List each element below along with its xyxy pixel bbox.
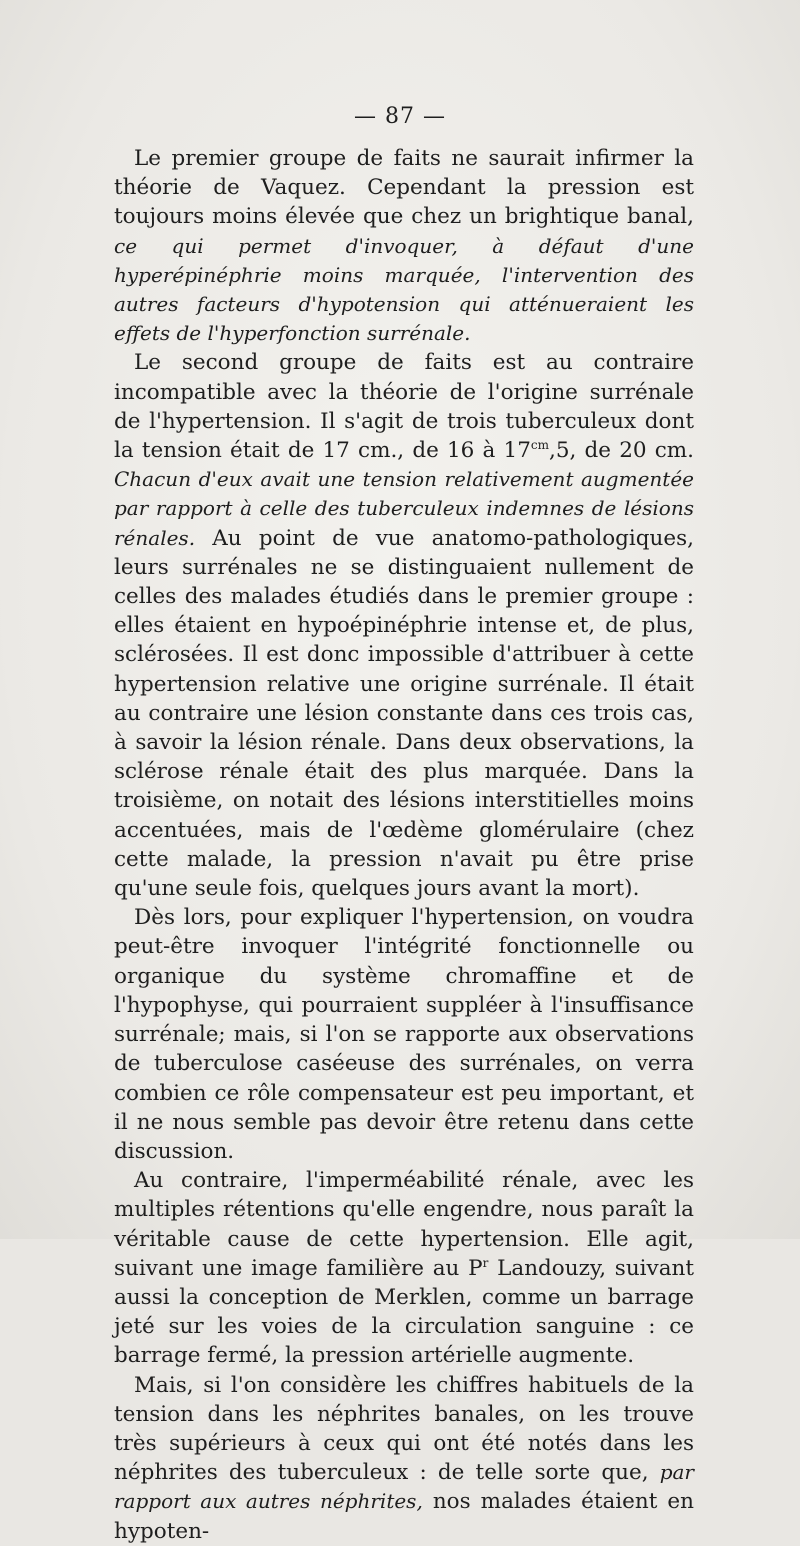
paragraph (114, 903, 694, 1166)
paragraph (114, 1166, 694, 1370)
body-text (114, 144, 694, 1546)
text-run: Le second groupe de faits est au contraire incompatible avec la théorie de l'origine surrénale de l'hypertension. Il s'agit de trois tuberculeux dont la tension était de 17 cm., de 16 à 17 (114, 350, 694, 464)
text-run: nos malades étaient en hypoten- (114, 1489, 694, 1544)
italic-text: Chacun d'eux avait une tension relativement augmentée par rapport à celle des tuberculeux indemnes de lésions rénales. (114, 467, 694, 550)
superscript: r (482, 1255, 489, 1270)
text-run: Au contraire, l'imperméabilité rénale, avec les multiples rétentions qu'elle engendre, nous paraît la véritable cause de cette hypertension. Elle agit, suivant une image familière au P (114, 1168, 694, 1281)
text-run: ,5, de 20 cm. (549, 438, 694, 464)
italic-text: ce qui permet d'invoquer, à défaut d'une hyperépinéphrie moins marquée, l'intervention des autres facteurs d'hypotension qui atténueraient les effets de l'hyperfonction surrénale. (114, 233, 694, 346)
superscript: cm (530, 437, 549, 452)
text-run: Landouzy, suivant aussi la conception de Merklen, comme un barrage jeté sur les voies de la circulation sanguine : ce barrage fermé, la pression artérielle augmente. (114, 1255, 694, 1369)
paragraph (114, 1371, 694, 1546)
text-run: Dès lors, pour expliquer l'hypertension, on voudra peut-être invoquer l'intégrité fonctionnelle ou organique du système chromaffine et de l'hypophyse, qui pourraient suppléer à l'insuffisance surrénale; mais, si l'on se rapporte aux observations de tuberculose caséeuse des surrénales, on verra combien ce rôle compensateur est peu important, et il ne nous semble pas devoir être retenu dans cette discussion. (114, 905, 694, 1164)
paragraph (114, 144, 694, 348)
italic-text: par rapport aux autres néphrites, (114, 1460, 694, 1514)
text-run: Le premier groupe de faits ne saurait infirmer la théorie de Vaquez. Cependant la pression est toujours moins élevée que chez un brightique banal, (114, 146, 694, 230)
text-run: Au point de vue anatomo-pathologiques, leurs surrénales ne se distinguaient nullement de celles des malades étudiés dans le premier groupe : elles étaient en hypoépinéphrie intense et, de plus, sclérosées. Il est donc impossible d'attribuer à cette hypertension relative une origine surrénale. Il était au contraire une lésion constante dans ces trois cas, à savoir la lésion rénale. Dans deux observations, la sclérose rénale était des plus marquée. Dans la troisième, on notait des lésions interstitielles moins accentuées, mais de l'œdème glomérulaire (chez cette malade, la pression n'avait pu être prise qu'une seule fois, quelques jours avant la mort). (114, 525, 694, 902)
text-run: Mais, si l'on considère les chiffres habituels de la tension dans les néphrites banales, on les trouve très supérieurs à ceux qui ont été notés dans les néphrites des tuberculeux : de telle sorte que, (114, 1372, 694, 1486)
paragraph (114, 348, 694, 903)
page-number: — 87 — (354, 104, 446, 129)
